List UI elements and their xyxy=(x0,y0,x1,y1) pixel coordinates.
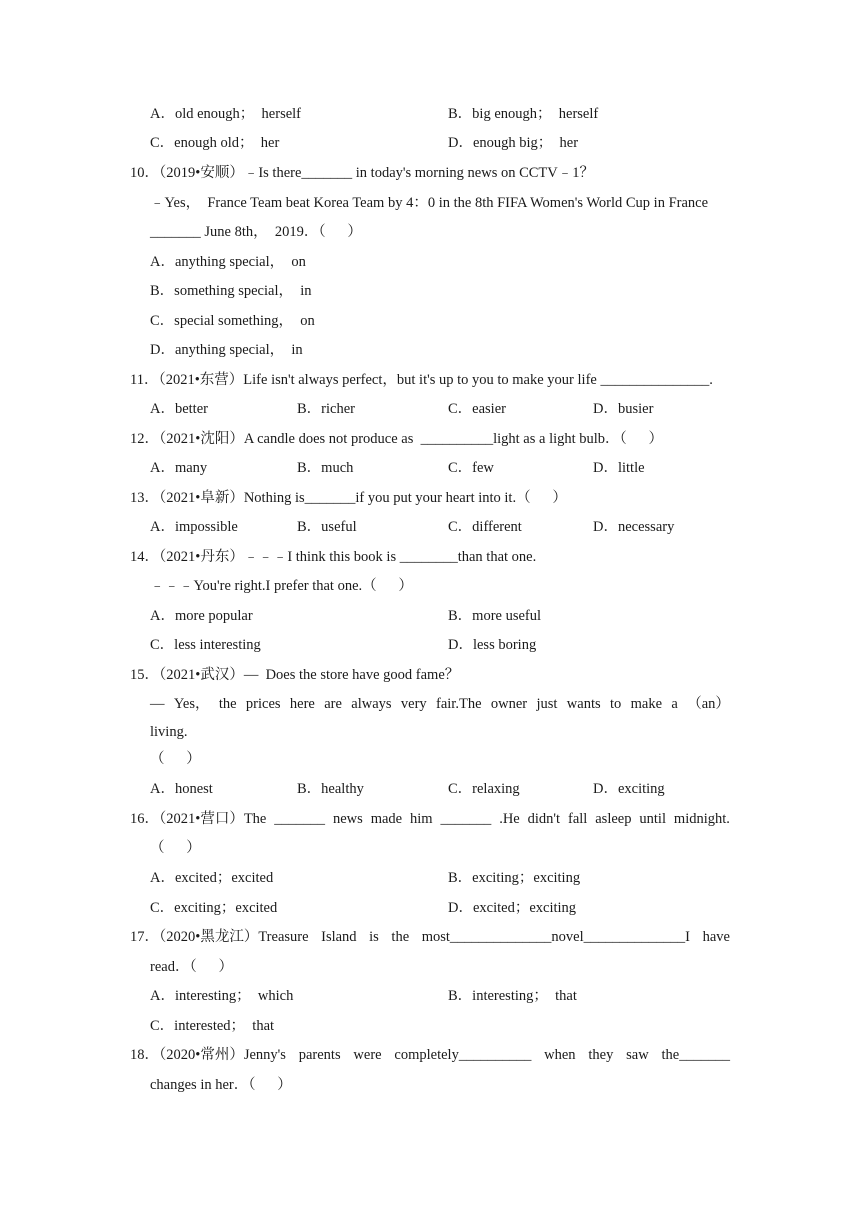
reply-word: here xyxy=(289,696,315,712)
stem-word: until xyxy=(639,811,666,827)
q16-answer-paren[interactable]: （ ） xyxy=(150,840,201,856)
q11-options xyxy=(0,398,860,420)
q17-option-b[interactable]: B．interesting； that xyxy=(448,988,577,1004)
q10-option-b[interactable]: B．something special， in xyxy=(150,283,312,299)
q16-option-a[interactable]: A．excited；excited xyxy=(150,870,274,886)
q14-stem-text: 14．（2021•丹东）﹣﹣﹣I think this book is ________than that one. xyxy=(130,549,537,565)
q18-stem-justified xyxy=(130,1044,730,1066)
reply-word: just xyxy=(536,696,558,712)
q15-option-d[interactable]: D．exciting xyxy=(593,781,665,797)
q10-reply-cont xyxy=(0,221,860,243)
q18-stem-cont xyxy=(0,1074,860,1096)
q11-option-b[interactable]: B．richer xyxy=(297,401,355,417)
q18-stem-cont-text: changes in her．（ ） xyxy=(150,1077,292,1093)
q9-option-b[interactable]: B．big enough； herself xyxy=(448,106,599,122)
q17-option-a[interactable]: A．interesting； which xyxy=(150,988,294,1004)
q16-option-d[interactable]: D．excited；exciting xyxy=(448,900,577,916)
stem-word: him xyxy=(410,811,433,827)
stem-word: the_______ xyxy=(661,1047,730,1063)
q13-option-d[interactable]: D．necessary xyxy=(593,519,675,535)
q16-stem-justified xyxy=(130,808,730,830)
q12-option-c[interactable]: C．few xyxy=(448,460,494,476)
reply-word: — xyxy=(150,696,165,712)
stem-word: the xyxy=(391,929,410,945)
stem-word: asleep xyxy=(595,811,632,827)
q13-option-a[interactable]: A．impossible xyxy=(150,519,238,535)
reply-word: prices xyxy=(245,696,281,712)
q13-option-b[interactable]: B．useful xyxy=(297,519,357,535)
reply-word: fair.The xyxy=(436,696,482,712)
q15-reply-cont xyxy=(0,721,860,743)
q12-options xyxy=(0,457,860,479)
q16-option-b[interactable]: B．exciting；exciting xyxy=(448,870,581,886)
q15-answer-paren[interactable]: （ ） xyxy=(150,751,201,767)
q11-stem xyxy=(0,369,860,391)
stem-word: completely__________ xyxy=(394,1047,532,1063)
stem-word: were xyxy=(353,1047,382,1063)
q15-option-c[interactable]: C．relaxing xyxy=(448,781,520,797)
stem-word: parents xyxy=(298,1047,341,1063)
q12-stem-text: 12．（2021•沈阳）A candle does not produce as __________light as a light bulb．（ ） xyxy=(130,431,664,447)
q13-stem-text: 13．（2021•阜新）Nothing is_______if you put your heart into it.（ ） xyxy=(130,490,567,506)
q15-stem-text: 15．（2021•武汉）— Does the store have good fame？ xyxy=(130,667,460,683)
reply-word: Yes， xyxy=(173,696,210,712)
q14-reply xyxy=(0,575,860,597)
q14-options-row-1 xyxy=(0,605,860,627)
q12-option-a[interactable]: A．many xyxy=(150,460,208,476)
q10-stem xyxy=(0,162,860,184)
stem-word: fall xyxy=(568,811,588,827)
q15-options xyxy=(0,778,860,800)
q11-option-a[interactable]: A．better xyxy=(150,401,208,417)
stem-word: Island xyxy=(321,929,357,945)
q12-option-d[interactable]: D．little xyxy=(593,460,645,476)
q15-paren xyxy=(0,748,860,770)
q11-stem-text: 11．（2021•东营）Life isn't always perfect，but it's up to you to make your life _______________. xyxy=(130,372,713,388)
q9-option-d[interactable]: D．enough big； her xyxy=(448,135,579,151)
q14-option-a[interactable]: A．more popular xyxy=(150,608,253,624)
q9-option-a[interactable]: A．old enough； herself xyxy=(150,106,302,122)
stem-word: 18．（2020•常州）Jenny's xyxy=(130,1047,286,1063)
q12-option-b[interactable]: B．much xyxy=(297,460,354,476)
q10-reply-text: ﹣Yes， France Team beat Korea Team by 4：0 in the 8th FIFA Women's World Cup in France xyxy=(150,195,709,211)
q17-option-c[interactable]: C．interested； that xyxy=(150,1018,275,1034)
reply-word: to xyxy=(610,696,622,712)
reply-word: （an） xyxy=(687,696,730,712)
q10-reply xyxy=(0,192,860,214)
stem-word: _______ xyxy=(274,811,326,827)
q17-stem-cont-text: read．（ ） xyxy=(150,959,233,975)
q14-options-row-2 xyxy=(0,634,860,656)
stem-word: news xyxy=(332,811,363,827)
q14-stem xyxy=(0,546,860,568)
stem-word: 17．（2020•黑龙江）Treasure xyxy=(130,929,309,945)
stem-word: most______________novel______________I xyxy=(421,929,690,945)
q10-option-d-row xyxy=(0,339,860,361)
q10-stem-text: 10．（2019•安顺）﹣Is there_______ in today's morning news on CCTV﹣1？ xyxy=(130,165,595,181)
q14-option-c[interactable]: C．less interesting xyxy=(150,637,261,653)
q9-options-row-1 xyxy=(0,103,860,125)
reply-word: a xyxy=(671,696,678,712)
q15-reply xyxy=(0,693,860,715)
q9-options-row-2 xyxy=(0,132,860,154)
q10-option-d[interactable]: D．anything special， in xyxy=(150,342,303,358)
q13-stem xyxy=(0,487,860,509)
stem-word: saw xyxy=(626,1047,649,1063)
q16-paren xyxy=(0,837,860,859)
q17-options-row-1 xyxy=(0,985,860,1007)
stem-word: didn't xyxy=(527,811,561,827)
q15-option-a[interactable]: A．honest xyxy=(150,781,213,797)
q16-options-row-2 xyxy=(0,897,860,919)
q17-stem xyxy=(0,926,860,948)
q10-option-b-row xyxy=(0,280,860,302)
q10-option-a[interactable]: A．anything special， on xyxy=(150,254,306,270)
q14-option-d[interactable]: D．less boring xyxy=(448,637,537,653)
stem-word: .He xyxy=(499,811,520,827)
q13-option-c[interactable]: C．different xyxy=(448,519,522,535)
q11-option-d[interactable]: D．busier xyxy=(593,401,654,417)
reply-word: owner xyxy=(490,696,528,712)
reply-word: the xyxy=(218,696,237,712)
q14-reply-text: ﹣﹣﹣You're right.I prefer that one.（ ） xyxy=(150,578,413,594)
q15-reply-cont-text: living. xyxy=(150,724,188,740)
reply-word: very xyxy=(400,696,427,712)
q14-option-b[interactable]: B．more useful xyxy=(448,608,542,624)
stem-word: made xyxy=(370,811,403,827)
q17-stem-justified xyxy=(130,926,730,948)
q10-option-c-row xyxy=(0,310,860,332)
stem-word: when xyxy=(544,1047,576,1063)
q13-options xyxy=(0,516,860,538)
q15-stem xyxy=(0,664,860,686)
reply-word: always xyxy=(351,696,392,712)
q15-reply-justified xyxy=(150,693,730,715)
q16-stem xyxy=(0,808,860,830)
stem-word: they xyxy=(588,1047,614,1063)
q16-option-c[interactable]: C．exciting；excited xyxy=(150,900,278,916)
q15-option-b[interactable]: B．healthy xyxy=(297,781,364,797)
q11-option-c[interactable]: C．easier xyxy=(448,401,506,417)
stem-word: 16．（2021•营口）The xyxy=(130,811,267,827)
q17-stem-cont xyxy=(0,956,860,978)
q17-options-row-2 xyxy=(0,1015,860,1037)
stem-word: have xyxy=(702,929,730,945)
stem-word: midnight. xyxy=(673,811,730,827)
stem-word: _______ xyxy=(440,811,492,827)
reply-word: wants xyxy=(566,696,601,712)
q16-options-row-1 xyxy=(0,867,860,889)
q12-stem xyxy=(0,428,860,450)
reply-word: make xyxy=(630,696,663,712)
q10-option-c[interactable]: C．special something， on xyxy=(150,313,315,329)
q10-reply-cont-text: _______ June 8th， 2019．（ ） xyxy=(150,224,362,240)
q18-stem xyxy=(0,1044,860,1066)
reply-word: are xyxy=(324,696,342,712)
q10-option-a-row xyxy=(0,251,860,273)
stem-word: is xyxy=(369,929,379,945)
q9-option-c[interactable]: C．enough old； her xyxy=(150,135,280,151)
